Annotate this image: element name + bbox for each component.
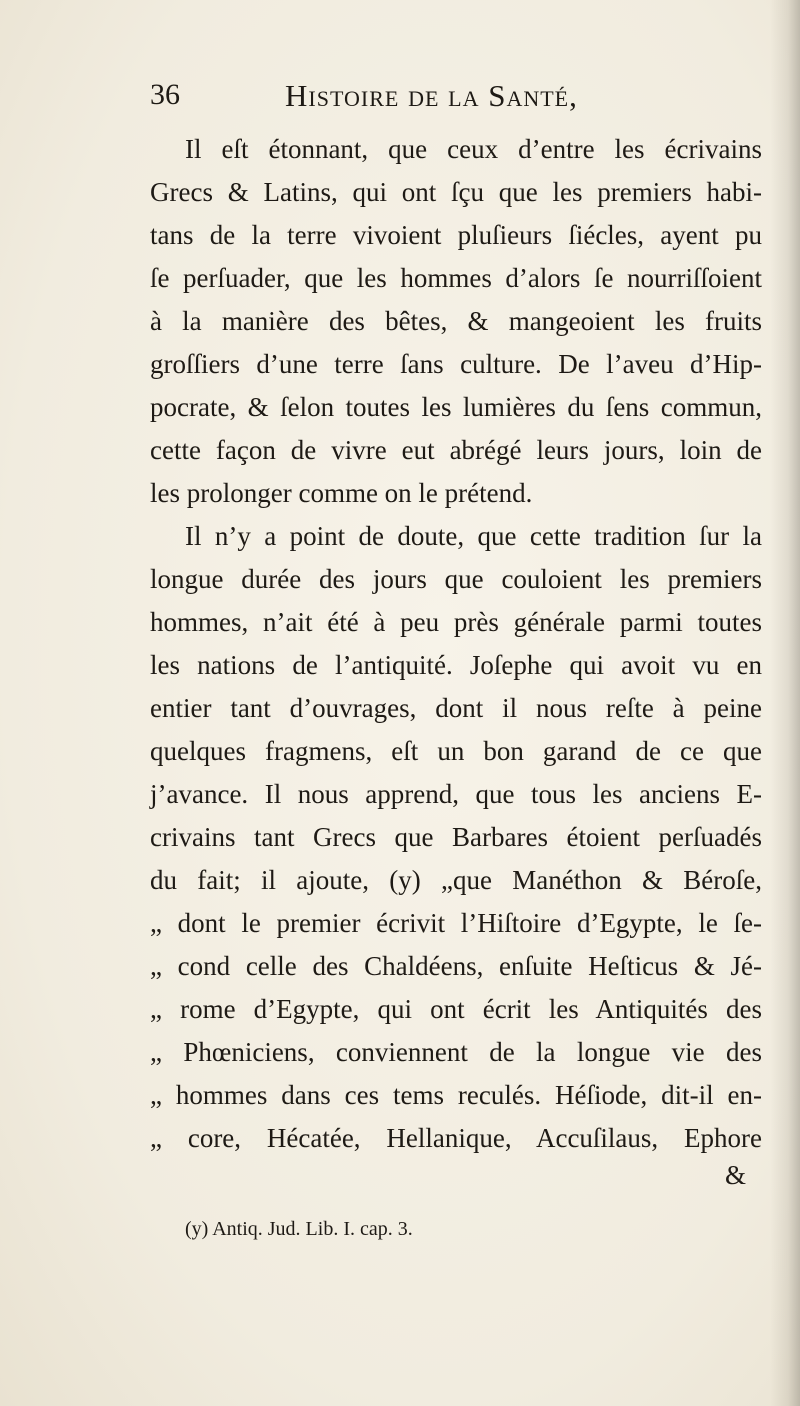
text-line: hommes, n’ait été à peu près générale parmi toutes — [150, 607, 762, 637]
page-header — [150, 78, 650, 118]
text-line: Il eſt étonnant, que ceux d’entre les écrivains — [185, 134, 762, 164]
text-line: j’avance. Il nous apprend, que tous les anciens E- — [150, 779, 762, 809]
text-line: longue durée des jours que couloient les premiers — [150, 564, 762, 594]
text-line: à la manière des bêtes, & mangeoient les fruits — [150, 306, 762, 336]
text-line: „ core, Hécatée, Hellanique, Accuſilaus, Ephore — [150, 1123, 762, 1153]
text-line: tans de la terre vivoient pluſieurs ſiécles, ayent pu — [150, 220, 762, 250]
text-line: Il n’y a point de doute, que cette tradition ſur la — [185, 521, 762, 551]
page-edge-shadow — [770, 0, 800, 1406]
catchword: & — [725, 1160, 747, 1190]
running-title: Histoire de la Santé, — [285, 78, 578, 113]
text-line: crivains tant Grecs que Barbares étoient perſuadés — [150, 822, 762, 852]
text-line: du fait; il ajoute, (y) „que Manéthon & Béroſe, — [150, 865, 762, 895]
text-line: pocrate, & ſelon toutes les lumières du ſens commun, — [150, 392, 762, 422]
text-line: quelques fragmens, eſt un bon garand de ce que — [150, 736, 762, 766]
text-line: „ hommes dans ces tems reculés. Héſiode, dit-il en- — [150, 1080, 762, 1110]
text-line: Grecs & Latins, qui ont ſçu que les premiers habi- — [150, 177, 762, 207]
text-line: „ rome d’Egypte, qui ont écrit les Antiquités des — [150, 994, 762, 1024]
text-line: cette façon de vivre eut abrégé leurs jours, loin de — [150, 435, 762, 465]
text-line: les prolonger comme on le prétend. — [150, 478, 533, 508]
text-line: „ Phœniciens, conviennent de la longue vie des — [150, 1037, 762, 1067]
text-line: „ cond celle des Chaldéens, enſuite Heſticus & Jé- — [150, 951, 762, 981]
text-line: groſſiers d’une terre ſans culture. De l’aveu d’Hip- — [150, 349, 762, 379]
footnote: (y) Antiq. Jud. Lib. I. cap. 3. — [185, 1218, 413, 1240]
text-line: „ dont le premier écrivit l’Hiſtoire d’Egypte, le ſe- — [150, 908, 762, 938]
text-line: ſe perſuader, que les hommes d’alors ſe nourriſſoient — [150, 263, 762, 293]
text-line: entier tant d’ouvrages, dont il nous reſte à peine — [150, 693, 762, 723]
page-number: 36 — [150, 78, 180, 111]
text-line: les nations de l’antiquité. Joſephe qui avoit vu en — [150, 650, 762, 680]
